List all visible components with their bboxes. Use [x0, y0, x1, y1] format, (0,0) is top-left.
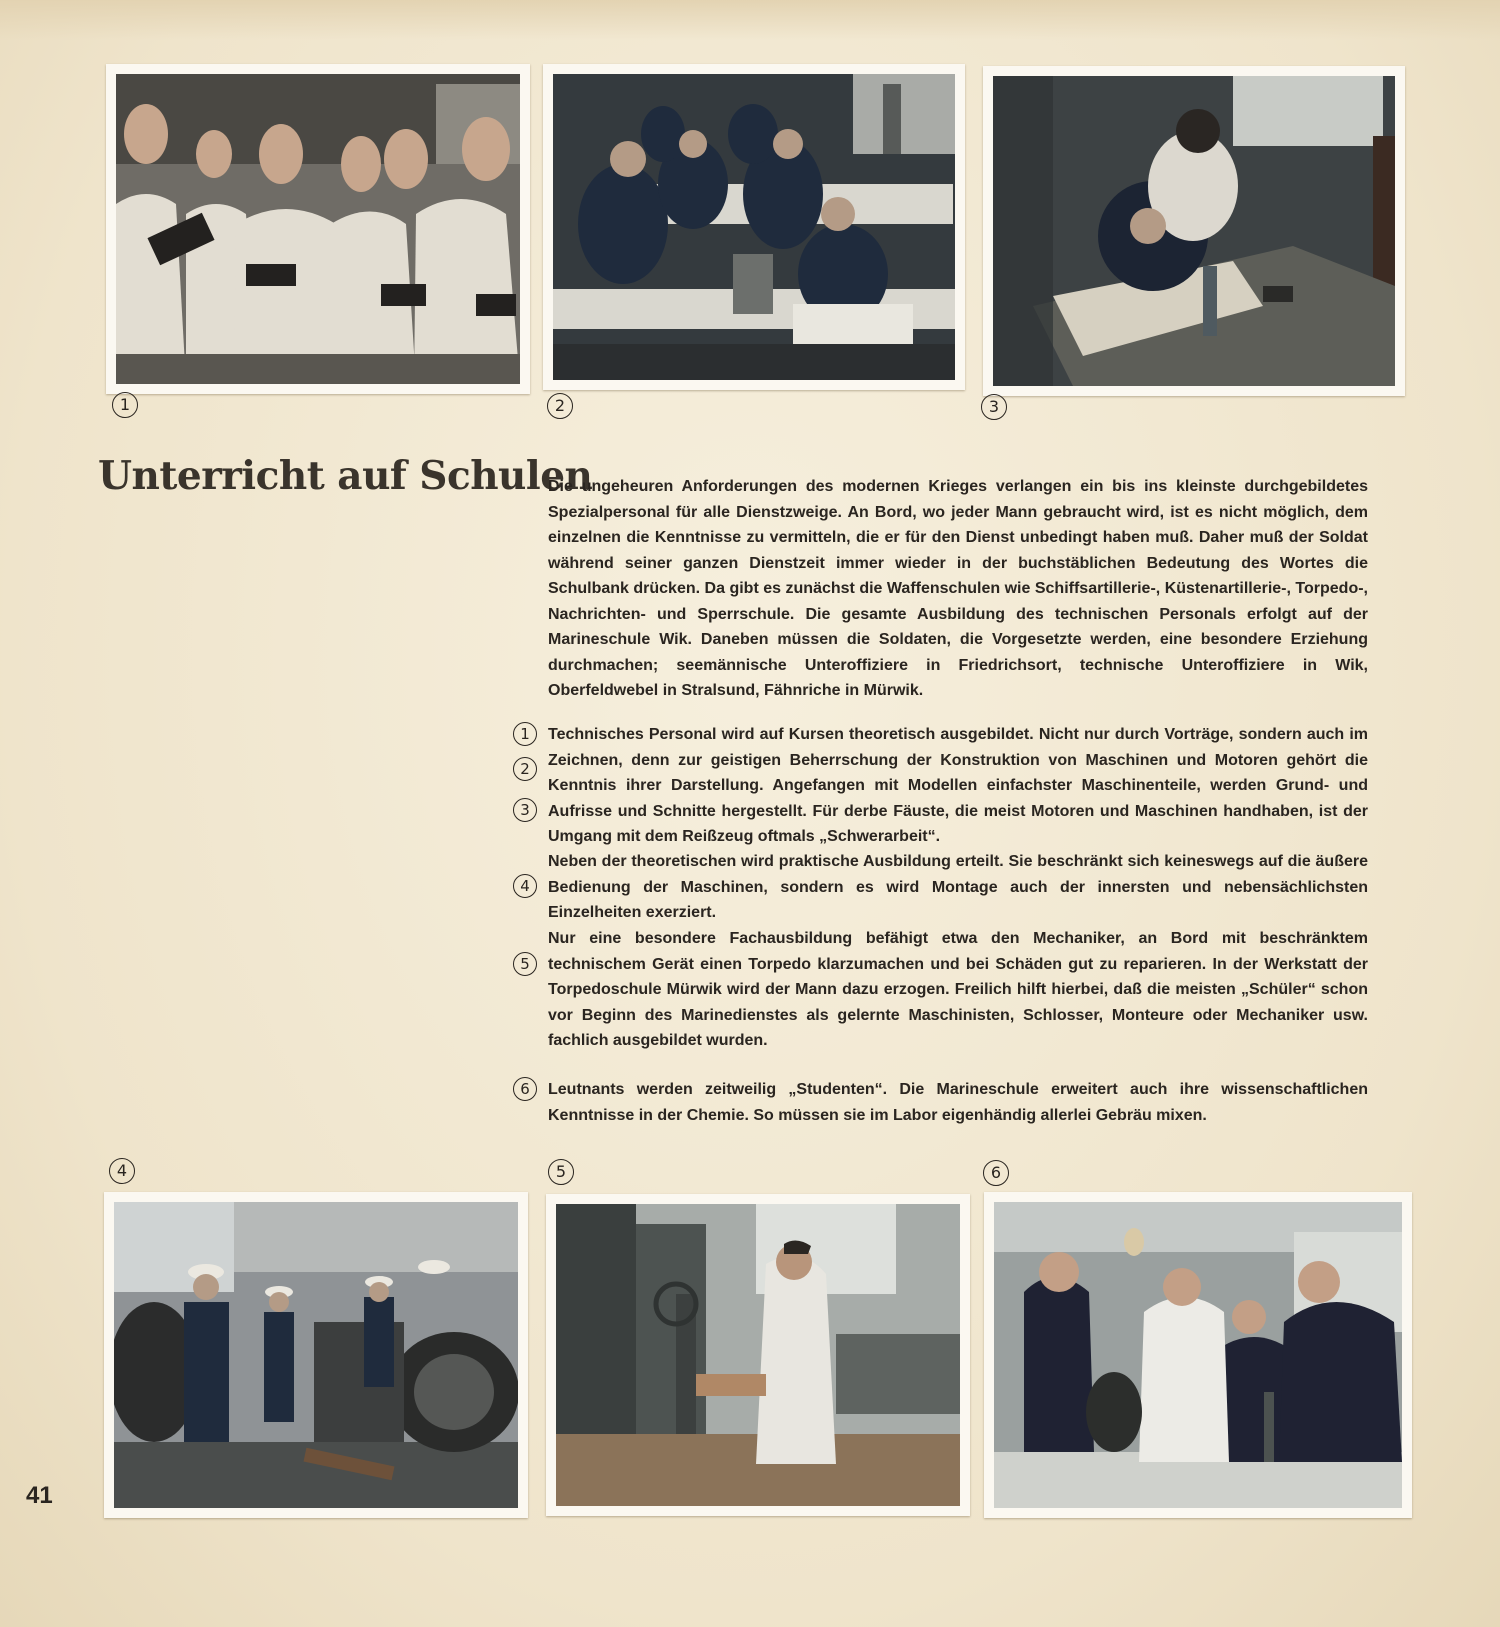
page-top-edge — [0, 0, 1500, 40]
photo-3-drafting-table — [993, 76, 1395, 386]
photo-number-5: 5 — [548, 1159, 574, 1185]
photo-number-4: 4 — [109, 1158, 135, 1184]
photo-number-3: 3 — [981, 394, 1007, 420]
photo-number-6: 6 — [983, 1160, 1009, 1186]
page-title: Unterricht auf Schulen — [98, 453, 593, 499]
photo-2-drawing-classroom — [553, 74, 955, 380]
photo-number-1: 1 — [112, 392, 138, 418]
caption-6: Leutnants werden zeitweilig „Studenten“. Die Marineschule erweitert auch ihre wissenschaftlichen Kenntnisse in der Chemie. So müssen sie im Labor eigenhändig allerlei Gebräu mixen. — [548, 1081, 1368, 1124]
photo-card-3 — [983, 66, 1405, 396]
photo-card-2 — [543, 64, 965, 390]
photo-1-sailors-with-notebooks — [116, 74, 520, 384]
photo-5-workshop-drill-press — [556, 1204, 960, 1506]
photo-card-1 — [106, 64, 530, 394]
caption-number-6: 6 — [513, 1077, 537, 1101]
photo-card-4 — [104, 1192, 528, 1518]
photo-card-5 — [546, 1194, 970, 1516]
caption-5: Nur eine besondere Fachausbildung befähigt etwa den Mechaniker, an Bord mit beschränktem technischem Gerät einen Torpedo klarzumachen und bei Schäden gut zu reparieren. In der Werkstatt der Torpedoschule Mürwik wird der Mann dazu erzogen. Freilich hilft hierbei, daß die meisten „Schüler“ schon vor Beginn des Marinedienstes als gelernte Maschinisten, Schlosser, Monteure oder Mechaniker usw. fachlich ausgebildet wurden. — [548, 930, 1368, 1049]
caption-number-5: 5 — [513, 952, 537, 976]
caption-1-3: Technisches Personal wird auf Kursen theoretisch ausgebildet. Nicht nur durch Vorträge, sondern auch im Zeichnen, denn zur geistigen Beherrschung der Konstruktion von Maschinen und Motoren gehört die Kenntnis ihrer Darstellung. Angefangen mit Modellen einfachster Maschinenteile, werden Grund- und Aufrisse und Schnitte hergestellt. Für derbe Fäuste, die meist Motoren und Maschinen handhaben, ist der Umgang mit dem Reißzeug oftmals „Schwerarbeit“. — [548, 726, 1368, 845]
intro-paragraph: Die ungeheuren Anforderungen des modernen Krieges verlangen ein bis ins kleinste durchgebildetes Spezialpersonal für alle Dienstzweige. An Bord, wo jeder Mann gebraucht wird, ist es nicht möglich, dem einzelnen die Kenntnisse zu vermitteln, die er für den Dienst unbedingt haben muß. Daher muß der Soldat während seiner ganzen Dienstzeit immer wieder in der buchstäblichen Bedeutung des Wortes die Schulbank drücken. Da gibt es zunächst die Waffenschulen wie Schiffsartillerie-, Küstenartillerie-, Torpedo-, Nachrichten- und Sperrschule. Die gesamte Ausbildung des technischen Personals erfolgt auf der Marineschule Wik. Daneben müssen die Soldaten, die Vorgesetzte werden, eine besondere Erziehung durchmachen; seemännische Unteroffiziere in Friedrichsort, technische Unteroffiziere in Wik, Oberfeldwebel in Stralsund, Fähnriche in Mürwik. — [548, 478, 1368, 699]
caption-number-2: 2 — [513, 757, 537, 781]
photo-card-6 — [984, 1192, 1412, 1518]
caption-number-4: 4 — [513, 874, 537, 898]
photo-6-chemistry-lab — [994, 1202, 1402, 1508]
photo-number-2: 2 — [547, 393, 573, 419]
photo-4-engine-room-sailors — [114, 1202, 518, 1508]
page-number: 41 — [26, 1482, 53, 1509]
caption-number-1: 1 — [513, 722, 537, 746]
caption-number-3: 3 — [513, 798, 537, 822]
caption-4: Neben der theoretischen wird praktische Ausbildung erteilt. Sie beschränkt sich keineswegs auf die äußere Bedienung der Maschinen, sondern es wird Montage auch der innersten und nebensächlichsten Einzelheiten exerziert. — [548, 853, 1368, 921]
